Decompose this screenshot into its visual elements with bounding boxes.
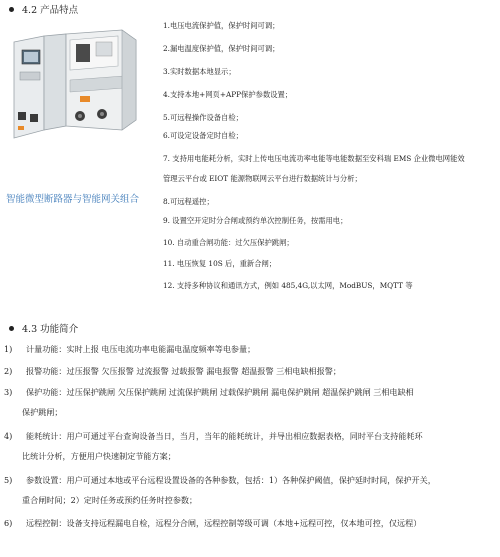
section-title-features: 4.2 产品特点 xyxy=(22,5,79,16)
item-number: 6) xyxy=(4,518,13,528)
item-text: 报警功能：过压报警 欠压报警 过流报警 过载报警 漏电报警 超温报警 三相电缺相报警； xyxy=(26,366,341,376)
product-photo xyxy=(4,22,144,150)
item-text: 保护功能：过压保护跳闸 欠压保护跳闸 过流保护跳闸 过载保护跳闸 漏电保护跳闸 超温保护跳闸 三相电缺相 xyxy=(26,387,414,397)
item-number: 2) xyxy=(4,366,13,376)
feature-item: 5.可远程操作设备自检； xyxy=(163,113,243,122)
feature-item: 10. 自动重合闸功能：过欠压保护跳闸； xyxy=(163,238,294,247)
section-title-functions: 4.3 功能简介 xyxy=(22,324,79,335)
feature-item: 3.实时数据本地显示； xyxy=(163,67,236,76)
feature-item: 9. 设置空开定时分合闸或预约单次控制任务，按需用电； xyxy=(163,216,348,225)
product-caption: 智能微型断路器与智能网关组合 xyxy=(6,194,140,205)
item-text: 计量功能：实时上报 电压电流功率电能漏电温度频率等电参量； xyxy=(26,344,256,354)
feature-item: 6.可设定设备定时自检； xyxy=(163,131,243,140)
item-text-continued: 比统计分析，方便用户快速制定节能方案； xyxy=(22,451,176,461)
item-number: 1) xyxy=(4,344,13,354)
item-text-continued: 保护跳闸； xyxy=(22,407,63,417)
feature-item: 11. 电压恢复 10S 后，重新合闸； xyxy=(163,259,277,268)
item-number: 5) xyxy=(4,475,13,485)
item-text-continued: 重合闸时间；2）定时任务或预约任务时控参数； xyxy=(22,495,198,505)
bullet-icon xyxy=(9,7,14,12)
feature-item: 7. 支持用电能耗分析，实时上传电压电流功率电能等电能数据至安科瑞 EMS 企业微电网能效 xyxy=(163,154,465,163)
feature-item: 4.支持本地+网页+APP保护参数设置； xyxy=(163,90,293,99)
item-text: 参数设置：用户可通过本地或平台远程设置设备的各种参数，包括：1）各种保护阈值，保护延时时间，保护开关， xyxy=(26,475,436,485)
item-number: 3) xyxy=(4,387,13,397)
bullet-icon xyxy=(9,326,14,331)
item-text: 远程控制：设备支持远程漏电自检，远程分合闸，远程控制等级可调（本地+远程可控，仅本地可控，仅远程） xyxy=(26,518,422,528)
feature-item: 8.可远程遥控； xyxy=(163,197,214,206)
item-text: 能耗统计：用户可通过平台查询设备当日，当月，当年的能耗统计，并导出相应数据表格，同时平台支持能耗环 xyxy=(26,431,423,441)
feature-item: 管理云平台或 EIOT 能源物联网云平台进行数据统计与分析； xyxy=(163,174,362,183)
feature-item: 2.漏电温度保护值，保护时间可调； xyxy=(163,44,280,53)
item-number: 4) xyxy=(4,431,13,441)
feature-item: 1.电压电流保护值，保护时间可调； xyxy=(163,21,280,30)
feature-item: 12. 支持多种协议和通讯方式，例如 485,4G,以太网，ModBUS，MQTT 等 xyxy=(163,281,413,290)
